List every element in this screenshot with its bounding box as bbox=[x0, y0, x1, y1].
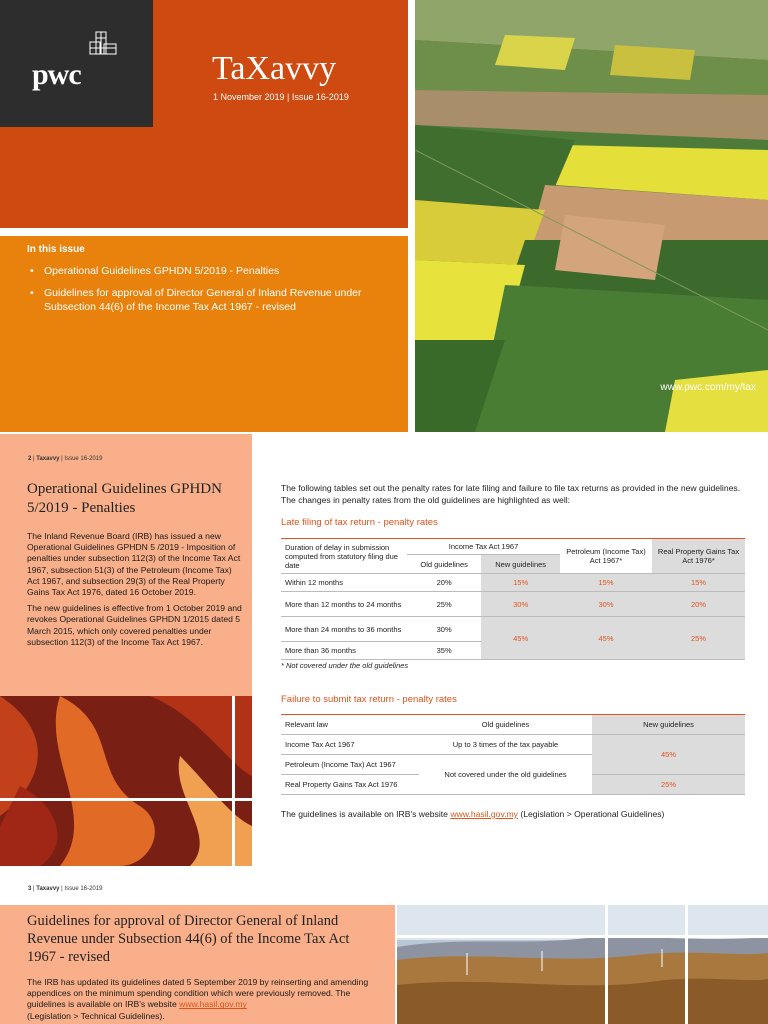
old-cell: 35% bbox=[407, 642, 481, 660]
farmland-photo bbox=[415, 0, 768, 432]
link-suffix: (Legislation > Operational Guidelines) bbox=[517, 809, 665, 819]
col-petroleum: Petroleum (Income Tax) Act 1967* bbox=[560, 539, 652, 574]
header-brand: Taxavvy bbox=[36, 886, 60, 892]
duration-cell: More than 12 months to 24 months bbox=[281, 592, 407, 617]
col-rpgt: Real Property Gains Tax Act 1976* bbox=[652, 539, 745, 574]
newsletter-date: 1 November 2019 | Issue 16-2019 bbox=[213, 92, 349, 102]
table-row bbox=[281, 617, 745, 642]
logo-icon bbox=[86, 30, 120, 58]
website-url[interactable]: www.pwc.com/my/tax bbox=[660, 382, 756, 393]
article-text: The IRB has updated its guidelines dated 5 September 2019 by reinserting and amending appendices on the minimum spending condition which were previously removed. The guidelines is available on IRB's website bbox=[27, 977, 369, 1010]
article-body bbox=[27, 531, 245, 653]
article-title: Operational Guidelines GPHDN 5/2019 - Penalties bbox=[27, 481, 222, 516]
petroleum-merged-cell: 45% bbox=[560, 617, 652, 660]
rpgt-merged-cell: 25% bbox=[652, 617, 745, 660]
col-duration: Duration of delay in submission computed from statutory filing due date bbox=[281, 539, 407, 574]
page-header: 3 | Taxavvy | Issue 16-2019 bbox=[28, 886, 103, 892]
petroleum-cell: 15% bbox=[560, 574, 652, 592]
tables-intro: The following tables set out the penalty rates for late filing and failure to file tax returns as provided in the new guidelines. The changes in penalty rates from the old guidelines are highlighted as well: bbox=[281, 483, 741, 505]
col-old: Old guidelines bbox=[419, 715, 592, 735]
article-paragraph: The Inland Revenue Board (IRB) has issued a new Operational Guidelines GPHDN 5 /2019 - Imposition of penalties under subsection 112(3) of the Income Tax Act 1967, subsection 51(3) of the Petroleum (Income Tax) Act 1967, and subsection 29(3) of the Real Property Gains Tax Act 1976, dated 16 October 2019. bbox=[27, 531, 241, 598]
hills-photo bbox=[397, 905, 768, 1024]
law-cell: Petroleum (Income Tax) Act 1967 bbox=[281, 755, 419, 775]
old-cell: 25% bbox=[407, 592, 481, 617]
in-this-issue-list bbox=[30, 264, 395, 322]
col-ita: Income Tax Act 1967 bbox=[407, 539, 560, 555]
new-cell: 25% bbox=[592, 775, 745, 795]
page-header: 2 | Taxavvy | Issue 16-2019 bbox=[28, 456, 103, 462]
canyon-image bbox=[0, 696, 252, 866]
in-this-issue-heading: In this issue bbox=[27, 244, 85, 255]
late-filing-table bbox=[281, 538, 745, 660]
header-brand: Taxavvy bbox=[36, 456, 60, 462]
link-prefix: The guidelines is available on IRB's website bbox=[281, 809, 451, 819]
law-cell: Income Tax Act 1967 bbox=[281, 735, 419, 755]
header-issue: Issue 16-2019 bbox=[64, 456, 103, 462]
table2-heading: Failure to submit tax return - penalty rates bbox=[281, 694, 457, 705]
new-cell: 15% bbox=[481, 574, 560, 592]
old-cell: 20% bbox=[407, 574, 481, 592]
rpgt-cell: 15% bbox=[652, 574, 745, 592]
logo: pwc bbox=[32, 58, 81, 91]
col-law: Relevant law bbox=[281, 715, 419, 735]
newsletter-title: TaXavvy bbox=[212, 50, 337, 87]
canyon-photo bbox=[0, 696, 252, 866]
petroleum-cell: 30% bbox=[560, 592, 652, 617]
duration-cell: More than 36 months bbox=[281, 642, 407, 660]
table-footnote: * Not covered under the old guidelines bbox=[281, 661, 409, 670]
duration-cell: Within 12 months bbox=[281, 574, 407, 592]
article-body bbox=[27, 977, 382, 1022]
guidelines-link-line bbox=[281, 809, 664, 819]
new-cell: 30% bbox=[481, 592, 560, 617]
rpgt-cell: 20% bbox=[652, 592, 745, 617]
table-row bbox=[281, 735, 745, 755]
hills-image bbox=[397, 905, 768, 1024]
page-number: 3 bbox=[28, 886, 32, 892]
farmland-image bbox=[415, 0, 768, 432]
table-row bbox=[281, 574, 745, 592]
col-new: New guidelines bbox=[592, 715, 745, 735]
old-merged-cell: Not covered under the old guidelines bbox=[419, 755, 592, 795]
law-cell: Real Property Gains Tax Act 1976 bbox=[281, 775, 419, 795]
table-row bbox=[281, 592, 745, 617]
duration-cell: More than 24 months to 36 months bbox=[281, 617, 407, 642]
issue-item[interactable]: • Guidelines for approval of Director General of Inland Revenue under Subsection 44(6) of the Income Tax Act 1967 - revised bbox=[30, 286, 395, 314]
header-issue: Issue 16-2019 bbox=[64, 886, 103, 892]
new-merged-cell: 45% bbox=[481, 617, 560, 660]
article-text-end: (Legislation > Technical Guidelines). bbox=[27, 1010, 165, 1021]
table1-heading: Late filing of tax return - penalty rates bbox=[281, 517, 438, 528]
irb-website-link[interactable]: www.hasil.gov.my bbox=[179, 999, 247, 1010]
issue-item[interactable]: • Operational Guidelines GPHDN 5/2019 - Penalties bbox=[30, 264, 395, 278]
article-title: Guidelines for approval of Director General of Inland Revenue under Subsection 44(6) of the Income Tax Act 1967 - revised bbox=[27, 913, 350, 965]
new-merged-cell: 45% bbox=[592, 735, 745, 775]
article-paragraph: The new guidelines is effective from 1 October 2019 and revokes Operational Guidelines GPHDN 1/2015 dated 5 March 2015, which only covered penalties under subsection 112(3) of the Income Tax Act 1967. bbox=[27, 603, 242, 647]
old-cell: Up to 3 times of the tax payable bbox=[419, 735, 592, 755]
col-old: Old guidelines bbox=[407, 555, 481, 574]
failure-to-submit-table bbox=[281, 714, 745, 795]
old-cell: 30% bbox=[407, 617, 481, 642]
col-new: New guidelines bbox=[481, 555, 560, 574]
page-number: 2 bbox=[28, 456, 32, 462]
irb-website-link[interactable]: www.hasil.gov.my bbox=[450, 809, 518, 819]
